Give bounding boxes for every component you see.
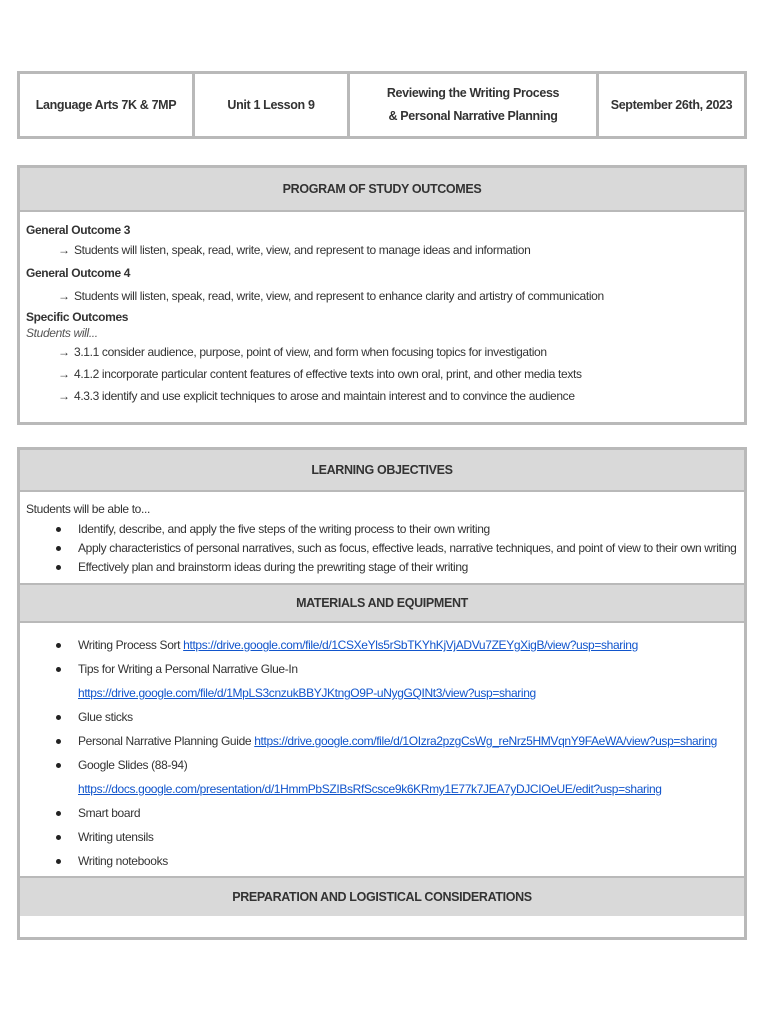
materials-title: MATERIALS AND EQUIPMENT [20,583,744,623]
bullet-icon [56,859,61,864]
bullet-icon [56,811,61,816]
topic-line-1: Reviewing the Writing Process [386,86,560,100]
material-item [26,753,744,777]
material-label: Google Slides (88-94) [78,758,188,772]
general-outcome-3-item [26,239,744,261]
objective-item [26,558,744,577]
specific-outcomes-heading: Specific Outcomes [26,310,129,324]
specific-outcome-item [26,341,744,363]
material-label: Smart board [78,806,141,820]
material-item [26,729,744,753]
material-item [26,825,744,849]
arrow-icon: → [58,345,70,359]
bullet-icon [56,643,61,648]
material-item-continuation [26,777,744,801]
bullet-icon [56,739,61,744]
unit-cell [194,73,349,138]
material-item [26,633,744,657]
material-label: Glue sticks [78,710,133,724]
unit-lesson: Unit 1 Lesson 9 [227,97,315,112]
material-label: Writing utensils [78,830,154,844]
specific-outcome-text: 4.1.2 incorporate particular content features of effective texts into own oral, print, and other media texts [74,367,582,381]
material-label: Personal Narrative Planning Guide [78,734,255,748]
specific-outcome-text: 3.1.1 consider audience, purpose, point of view, and form when focusing topics for investigation [74,345,547,359]
material-item-continuation [26,681,744,705]
date-cell [598,73,746,138]
program-outcomes-content [20,212,744,407]
course-cell [19,73,194,138]
objective-item [26,520,744,539]
topic-line-2: & Personal Narrative Planning [388,109,558,123]
bullet-icon [56,546,61,551]
material-item [26,849,744,873]
materials-content [20,623,744,876]
personal-narrative-tips-link[interactable]: https://drive.google.com/file/d/1MpLS3cnzukBBYJKtngO9P-uNygGQINt3/view?usp=sharing [78,686,536,700]
material-label: Tips for Writing a Personal Narrative Glue-In [78,662,298,676]
course-name: Language Arts 7K & 7MP [35,97,177,112]
preparation-title: PREPARATION AND LOGISTICAL CONSIDERATIONS [20,876,744,916]
program-outcomes-section [17,165,747,425]
bullet-icon [56,763,61,768]
specific-outcome-item [26,385,744,407]
arrow-icon: → [58,289,70,303]
objective-text: Effectively plan and brainstorm ideas during the prewriting stage of their writing [78,560,468,574]
arrow-icon: → [58,243,70,257]
bullet-icon [56,527,61,532]
general-outcome-4-heading: General Outcome 4 [26,266,131,280]
bullet-icon [56,715,61,720]
objective-text: Apply characteristics of personal narratives, such as focus, effective leads, narrative techniques, and point of view to their own writing [78,541,737,555]
lesson-details-section [17,447,747,940]
arrow-icon: → [58,367,70,381]
general-outcome-4-item [26,285,744,307]
learning-objectives-content [20,492,744,583]
material-label: Writing notebooks [78,854,168,868]
material-label: Writing Process Sort [78,638,184,652]
learning-objectives-intro: Students will be able to... [26,502,150,516]
objective-item [26,539,744,558]
arrow-icon: → [58,389,70,403]
learning-objectives-title: LEARNING OBJECTIVES [20,450,744,492]
material-item [26,801,744,825]
bullet-icon [56,667,61,672]
material-item [26,705,744,729]
program-outcomes-title: PROGRAM OF STUDY OUTCOMES [20,168,744,212]
lesson-header-table [17,71,747,139]
material-item [26,657,744,681]
general-outcome-3-text: Students will listen, speak, read, write, view, and represent to manage ideas and information [74,243,531,257]
planning-guide-link[interactable]: https://drive.google.com/file/d/1OIzra2pzgCsWg_reNrz5HMVqnY9FAeWA/view?usp=sharing [254,734,717,748]
general-outcome-3-heading: General Outcome 3 [26,223,131,237]
writing-process-sort-link[interactable]: https://drive.google.com/file/d/1CSXeYls5rSbTKYhKjVjADVu7ZEYgXigB/view?usp=sharing [183,638,638,652]
bullet-icon [56,565,61,570]
lesson-date: September 26th, 2023 [610,97,733,112]
specific-outcome-item [26,363,744,385]
specific-outcomes-intro: Students will... [26,326,98,340]
google-slides-link[interactable]: https://docs.google.com/presentation/d/1HmmPbSZIBsRfScsce9k6KRmy1E77k7JEA7yDJCIOeUE/edit?usp=sharing [78,782,662,796]
topic-cell [349,73,598,138]
general-outcome-4-text: Students will listen, speak, read, write, view, and represent to enhance clarity and artistry of communication [74,289,604,303]
bullet-icon [56,835,61,840]
specific-outcome-text: 4.3.3 identify and use explicit techniques to arose and maintain interest and to convince the audience [74,389,575,403]
objective-text: Identify, describe, and apply the five steps of the writing process to their own writing [78,522,490,536]
